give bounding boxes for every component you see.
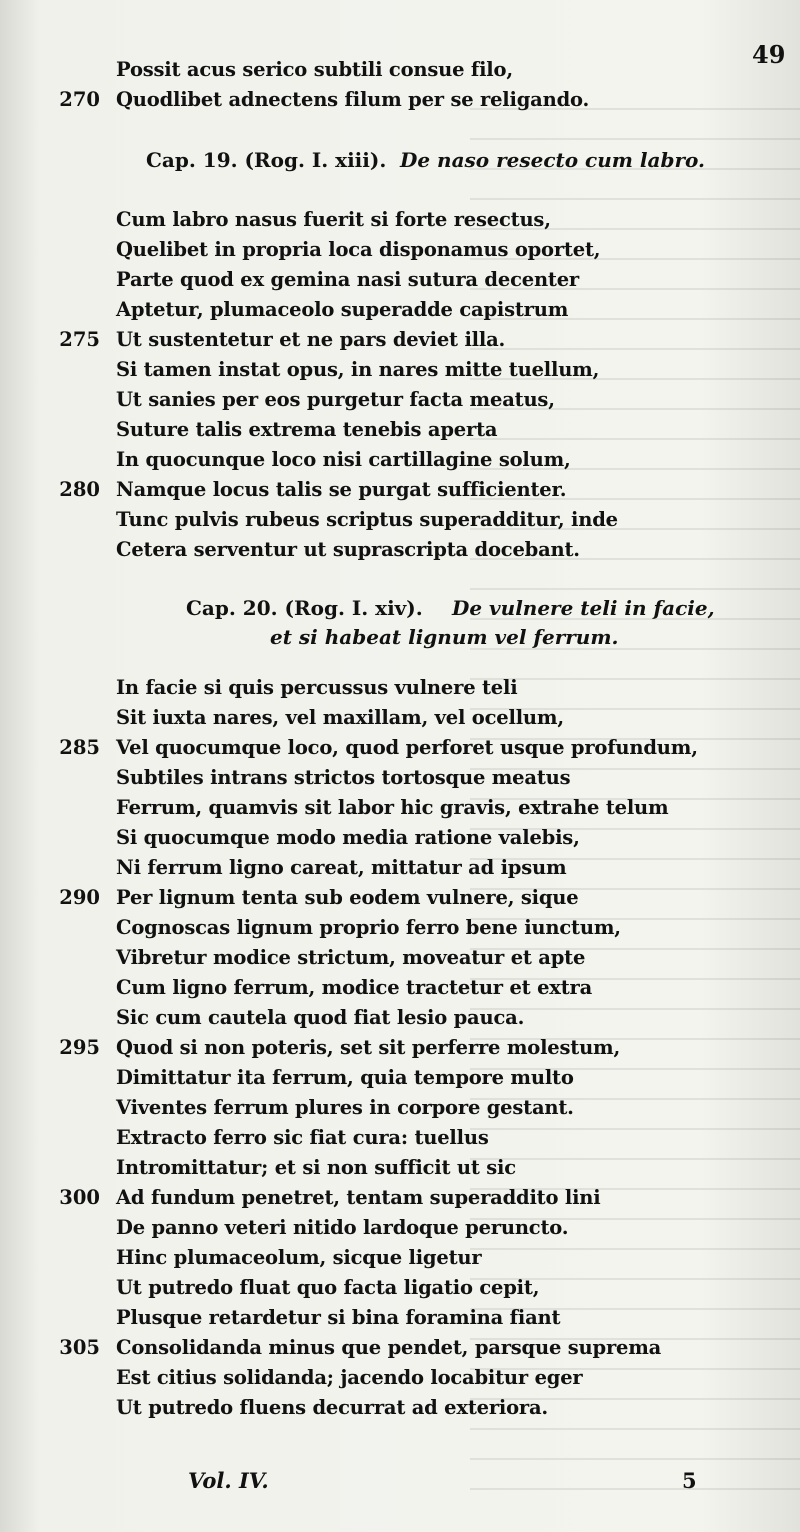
verse-text: Hinc plumaceolum, sicque ligetur bbox=[116, 1246, 482, 1269]
verse-line bbox=[0, 793, 800, 823]
verse-line bbox=[0, 1183, 800, 1213]
verse-line bbox=[0, 505, 800, 535]
verse-text: In facie si quis percussus vulnere teli bbox=[116, 676, 518, 699]
verse-line bbox=[0, 913, 800, 943]
verse-text: Ut putredo fluat quo facta ligatio cepit, bbox=[116, 1276, 540, 1299]
verse-line bbox=[0, 973, 800, 1003]
verse-line bbox=[0, 295, 800, 325]
chapter-number: Cap. 20. (Rog. I. xiv). bbox=[186, 596, 423, 620]
line-number: 295 bbox=[59, 1036, 100, 1059]
verse-text: Sic cum cautela quod fiat lesio pauca. bbox=[116, 1006, 525, 1029]
verse-text: Ferrum, quamvis sit labor hic gravis, extrahe telum bbox=[116, 796, 669, 819]
chapter-title: De vulnere teli in facie, bbox=[452, 596, 715, 620]
verse-line bbox=[0, 205, 800, 235]
volume-label: Vol. IV. bbox=[188, 1468, 269, 1493]
verse-text: In quocunque loco nisi cartillagine solum, bbox=[116, 448, 571, 471]
chapter-title: De naso resecto cum labro. bbox=[400, 148, 705, 172]
verse-line bbox=[0, 703, 800, 733]
verse-line bbox=[0, 1003, 800, 1033]
verse-text: Per lignum tenta sub eodem vulnere, sique bbox=[116, 886, 579, 909]
verse-line bbox=[0, 1093, 800, 1123]
verse-line bbox=[0, 385, 800, 415]
verse-text: Aptetur, plumaceolo superadde capistrum bbox=[116, 298, 569, 321]
verse-line bbox=[0, 1333, 800, 1363]
verse-line bbox=[0, 1123, 800, 1153]
verse-line bbox=[0, 1063, 800, 1093]
verse-line bbox=[0, 1273, 800, 1303]
line-number: 280 bbox=[59, 478, 100, 501]
line-number: 290 bbox=[59, 886, 100, 909]
verse-line bbox=[0, 1243, 800, 1273]
chapter-title-continued bbox=[0, 622, 800, 652]
verse-text: Possit acus serico subtili consue filo, bbox=[116, 58, 513, 81]
line-number: 285 bbox=[59, 736, 100, 759]
verse-line bbox=[0, 883, 800, 913]
verse-text: Vel quocumque loco, quod perforet usque profundum, bbox=[116, 736, 698, 759]
verse-text: Viventes ferrum plures in corpore gestant. bbox=[116, 1096, 574, 1119]
chapter-title: et si habeat lignum vel ferrum. bbox=[270, 625, 619, 649]
verse-line bbox=[0, 535, 800, 565]
verse-line bbox=[0, 265, 800, 295]
verse-line bbox=[0, 1303, 800, 1333]
verse-line bbox=[0, 1213, 800, 1243]
line-number: 300 bbox=[59, 1186, 100, 1209]
verse-text: Cum labro nasus fuerit si forte resectus, bbox=[116, 208, 551, 231]
verse-line bbox=[0, 673, 800, 703]
verse-line bbox=[0, 1363, 800, 1393]
verse-text: Quod si non poteris, set sit perferre molestum, bbox=[116, 1036, 621, 1059]
verse-text: Cetera serventur ut suprascripta docebant. bbox=[116, 538, 580, 561]
verse-line bbox=[0, 733, 800, 763]
verse-text: Cognoscas lignum proprio ferro bene iunctum, bbox=[116, 916, 621, 939]
verse-text: Parte quod ex gemina nasi sutura decenter bbox=[116, 268, 580, 291]
verse-line bbox=[0, 763, 800, 793]
verse-line bbox=[0, 415, 800, 445]
verse-text: Dimittatur ita ferrum, quia tempore multo bbox=[116, 1066, 574, 1089]
verse-text: Quodlibet adnectens filum per se religando. bbox=[116, 88, 590, 111]
verse-text: Si tamen instat opus, in nares mitte tuellum, bbox=[116, 358, 600, 381]
verse-line bbox=[0, 85, 800, 115]
verse-line bbox=[0, 1153, 800, 1183]
verse-line bbox=[0, 55, 800, 85]
verse-line bbox=[0, 355, 800, 385]
verse-text: Namque locus talis se purgat sufficienter. bbox=[116, 478, 567, 501]
verse-line bbox=[0, 943, 800, 973]
signature-mark: 5 bbox=[682, 1468, 697, 1493]
verse-text: Plusque retardetur si bina foramina fiant bbox=[116, 1306, 561, 1329]
verse-text: Ut sanies per eos purgetur facta meatus, bbox=[116, 388, 555, 411]
verse-line bbox=[0, 445, 800, 475]
verse-line bbox=[0, 325, 800, 355]
chapter-heading bbox=[0, 145, 800, 175]
verse-text: Ut putredo fluens decurrat ad exteriora. bbox=[116, 1396, 549, 1419]
verse-text: Ut sustentetur et ne pars deviet illa. bbox=[116, 328, 506, 351]
verse-line bbox=[0, 1033, 800, 1063]
verse-text: Tunc pulvis rubeus scriptus superadditur, inde bbox=[116, 508, 618, 531]
chapter-heading bbox=[0, 593, 800, 623]
verse-text: Quelibet in propria loca disponamus oportet, bbox=[116, 238, 601, 261]
verse-line bbox=[0, 853, 800, 883]
verse-text: Ni ferrum ligno careat, mittatur ad ipsum bbox=[116, 856, 567, 879]
verse-line bbox=[0, 235, 800, 265]
verse-text: Suture talis extrema tenebis aperta bbox=[116, 418, 498, 441]
line-number: 305 bbox=[59, 1336, 100, 1359]
verse-text: Si quocumque modo media ratione valebis, bbox=[116, 826, 580, 849]
verse-line bbox=[0, 475, 800, 505]
verse-text: De panno veteri nitido lardoque peruncto. bbox=[116, 1216, 569, 1239]
verse-text: Vibretur modice strictum, moveatur et apte bbox=[116, 946, 586, 969]
verse-text: Sit iuxta nares, vel maxillam, vel ocellum, bbox=[116, 706, 564, 729]
verse-text: Cum ligno ferrum, modice tractetur et extra bbox=[116, 976, 593, 999]
verse-text: Extracto ferro sic fiat cura: tuellus bbox=[116, 1126, 489, 1149]
line-number: 275 bbox=[59, 328, 100, 351]
verse-text: Est citius solidanda; jacendo locabitur eger bbox=[116, 1366, 583, 1389]
verse-line bbox=[0, 823, 800, 853]
verse-text: Subtiles intrans strictos tortosque meatus bbox=[116, 766, 571, 789]
verse-line bbox=[0, 1393, 800, 1423]
verse-text: Intromittatur; et si non sufficit ut sic bbox=[116, 1156, 516, 1179]
verse-text: Ad fundum penetret, tentam superaddito lini bbox=[116, 1186, 601, 1209]
verse-text: Consolidanda minus que pendet, parsque suprema bbox=[116, 1336, 662, 1359]
line-number: 270 bbox=[59, 88, 100, 111]
page-number: 49 bbox=[752, 40, 786, 69]
chapter-number: Cap. 19. (Rog. I. xiii). bbox=[146, 148, 387, 172]
